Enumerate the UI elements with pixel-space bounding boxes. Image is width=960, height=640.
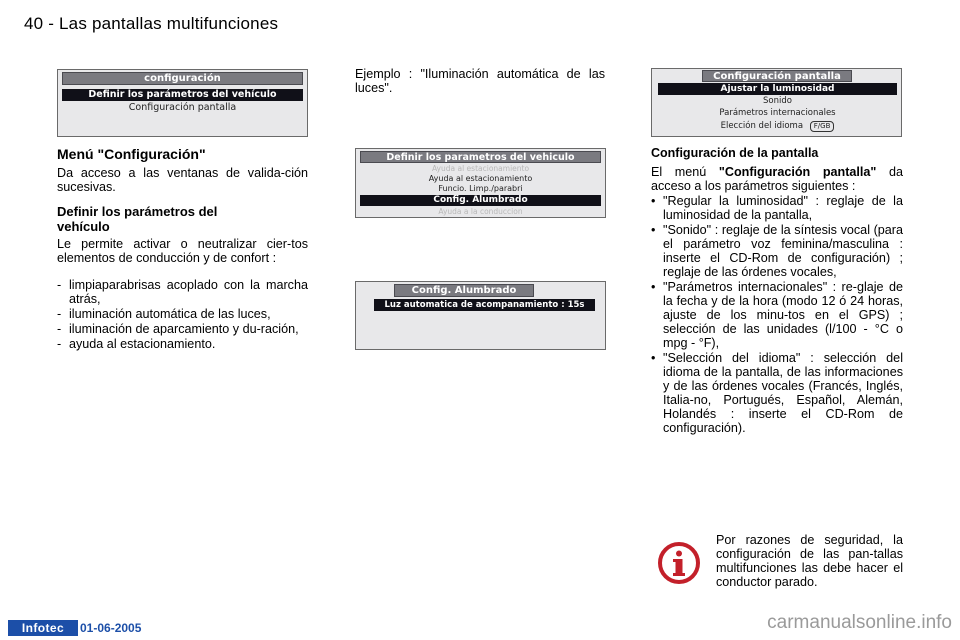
page-title: 40 - Las pantallas multifunciones xyxy=(24,14,279,33)
screen-item: Ayuda al estacionamiento xyxy=(428,174,533,183)
screen-config-pantalla xyxy=(651,68,902,137)
watermark: carmanualsonline.info xyxy=(767,612,952,633)
section-heading-config-pantalla: Configuración de la pantalla xyxy=(651,146,819,160)
screen-title: Configuración pantalla xyxy=(702,70,852,82)
screen-item-selected: Config. Alumbrado xyxy=(360,195,601,206)
screen-item: Funcio. Limp./parabri xyxy=(438,184,523,193)
config-pantalla-intro: El menú "Configuración pantalla" da acceso a los parámetros siguientes : xyxy=(651,165,903,193)
screen-item-selected: Luz automatica de acompanamiento : 15s xyxy=(374,299,595,311)
brand-logo: Infotec xyxy=(8,620,78,636)
screen-item: Parámetros internacionales xyxy=(719,108,836,118)
info-icon xyxy=(657,541,701,585)
screen-title: Definir los parametros del vehiculo xyxy=(360,151,601,163)
list-item: • "Parámetros internacionales" : re-glaje de la fecha y de la hora (modo 12 ó 24 horas, ajuste de los minu-tos en el GPS) ; selección de las unidades (l/100 - °C o mpg - °F), xyxy=(651,280,903,350)
list-item: • "Selección del idioma" : selección del idioma de la pantalla, de las informaciones y de las órdenes vocales (Francés, Inglés, Italia-no, Portugués, Español, Alemán, Holandés : inserte el CD-Rom de configuración). xyxy=(651,351,903,435)
vehicle-params-list xyxy=(57,278,308,352)
screen-item: Sonido xyxy=(763,96,792,106)
footer-date: 01-06-2005 xyxy=(80,621,142,635)
screen-configuracion xyxy=(57,69,308,137)
vehicle-params-description: Le permite activar o neutralizar cier-tos elementos de conducción y de confort : xyxy=(57,237,308,265)
example-caption: Ejemplo : "Iluminación automática de las luces". xyxy=(355,67,605,95)
language-badge: F/GB xyxy=(810,121,835,132)
list-item: - limpiaparabrisas acoplado con la marcha atrás, xyxy=(57,278,308,306)
config-pantalla-list xyxy=(651,194,903,436)
list-item: • "Sonido" : reglaje de la síntesis vocal (para el parámetro voz feminina/masculina : inserte el CD-Rom de configuración) ; reglaje de las órdenes vocales, xyxy=(651,223,903,279)
screen-item xyxy=(658,120,897,132)
screen-item-selected: Definir los parámetros del vehículo xyxy=(62,89,303,101)
screen-vehicle-params xyxy=(355,148,606,218)
screen-item: Ayuda a la conduccion xyxy=(438,207,523,216)
list-item: - iluminación de aparcamiento y du-ración, xyxy=(57,322,308,336)
screen-config-alumbrado xyxy=(355,281,606,350)
list-item: • "Regular la luminosidad" : reglaje de la luminosidad de la pantalla, xyxy=(651,194,903,222)
menu-config-intro: Da acceso a las ventanas de valida-ción sucesivas. xyxy=(57,166,308,194)
list-item: - ayuda al estacionamiento. xyxy=(57,337,308,351)
safety-notice: Por razones de seguridad, la configuración de las pan-tallas multifunciones las debe hacer el conductor parado. xyxy=(716,533,903,589)
screen-item-label: Elección del idioma xyxy=(720,121,804,131)
screen-item: Configuración pantalla xyxy=(128,102,237,113)
section-heading-menu-config: Menú "Configuración" xyxy=(57,146,206,162)
list-item: - iluminación automática de las luces, xyxy=(57,307,308,321)
screen-title: Config. Alumbrado xyxy=(394,284,534,297)
screen-item: Ayuda al estacionamiento xyxy=(431,164,530,173)
subsection-heading-vehicle-params: Definir los parámetros del vehículo xyxy=(57,204,218,234)
screen-title: configuración xyxy=(62,72,303,85)
screen-item-selected: Ajustar la luminosidad xyxy=(658,83,897,95)
